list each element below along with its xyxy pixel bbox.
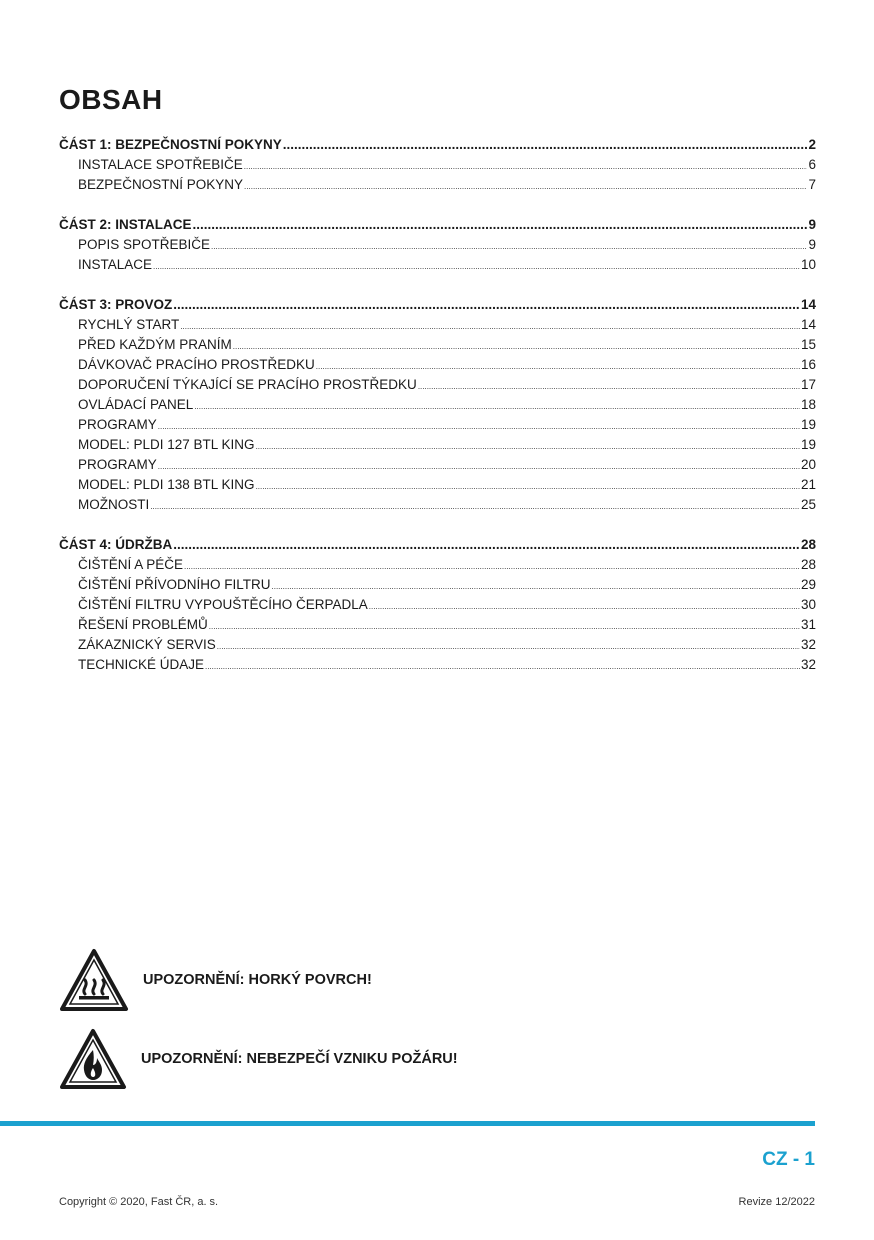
toc-page-number: 29 [800, 577, 816, 592]
toc-entry-label: TECHNICKÉ ÚDAJE [78, 657, 205, 672]
fire-hazard-warning [59, 1028, 458, 1090]
toc-entry-label: PŘED KAŽDÝM PRANÍM [78, 337, 232, 352]
toc-page-number: 9 [808, 217, 816, 232]
toc-entry-label: RYCHLÝ START [78, 317, 180, 332]
toc-chapter-entry[interactable] [59, 135, 816, 155]
toc-page-number: 14 [800, 317, 816, 332]
toc-entry[interactable] [59, 575, 816, 595]
toc-chapter-entry[interactable] [59, 535, 816, 555]
toc-page-number: 32 [800, 657, 816, 672]
toc-entry-label: ČIŠTĚNÍ PŘÍVODNÍHO FILTRU [78, 577, 271, 592]
toc-leader-dots [150, 495, 800, 517]
toc-leader-dots [205, 655, 800, 677]
toc-leader-dots [256, 475, 800, 497]
toc-entry[interactable] [59, 655, 816, 675]
toc-entry[interactable] [59, 315, 816, 335]
toc-entry[interactable] [59, 595, 816, 615]
toc-page-number: 20 [800, 457, 816, 472]
toc-page-number: 10 [800, 257, 816, 272]
toc-leader-dots [193, 215, 808, 235]
toc-entry[interactable] [59, 395, 816, 415]
toc-leader-dots [283, 135, 808, 155]
toc-entry-label: MOŽNOSTI [78, 497, 150, 512]
toc-entry-label: POPIS SPOTŘEBIČE [78, 237, 211, 252]
toc-page-number: 14 [800, 297, 816, 312]
toc-leader-dots [173, 535, 800, 555]
toc-entry-label: OVLÁDACÍ PANEL [78, 397, 194, 412]
toc-leader-dots [369, 595, 800, 617]
toc-entry[interactable] [59, 175, 816, 195]
toc-leader-dots [418, 375, 800, 397]
toc-leader-dots [173, 295, 800, 315]
toc-leader-dots [244, 175, 807, 197]
toc-entry[interactable] [59, 435, 816, 455]
toc-leader-dots [158, 455, 800, 477]
toc-entry-label: PROGRAMY [78, 457, 157, 472]
toc-page-number: 30 [800, 597, 816, 612]
toc-chapter-entry[interactable] [59, 215, 816, 235]
toc-leader-dots [158, 415, 800, 437]
toc-entry[interactable] [59, 375, 816, 395]
toc-leader-dots [233, 335, 800, 357]
toc-entry[interactable] [59, 615, 816, 635]
toc-entry-label: INSTALACE SPOTŘEBIČE [78, 157, 243, 172]
fire-hazard-warning-label: UPOZORNĚNÍ: NEBEZPEČÍ VZNIKU POŽÁRU! [141, 1051, 458, 1067]
fire-hazard-warning-icon [59, 1028, 127, 1090]
toc-page-number: 21 [800, 477, 816, 492]
toc-entry-label: ČIŠTĚNÍ A PÉČE [78, 557, 184, 572]
toc-page-number: 7 [808, 177, 816, 192]
toc-section [59, 135, 816, 195]
toc-leader-dots [211, 235, 807, 257]
toc-section [59, 215, 816, 275]
toc-page-number: 18 [800, 397, 816, 412]
toc-entry-label: INSTALACE [78, 257, 153, 272]
page-title: OBSAH [59, 84, 163, 115]
footer-divider [0, 1121, 815, 1126]
toc-page-number: 31 [800, 617, 816, 632]
toc-entry-label: DOPORUČENÍ TÝKAJÍCÍ SE PRACÍHO PROSTŘEDKU [78, 377, 417, 392]
hot-surface-warning-icon [59, 948, 129, 1012]
toc-leader-dots [184, 555, 800, 577]
toc-entry-label: ČIŠTĚNÍ FILTRU VYPOUŠTĚCÍHO ČERPADLA [78, 597, 368, 612]
toc-chapter-label: ČÁST 2: INSTALACE [59, 217, 192, 232]
toc-page-number: 16 [800, 357, 816, 372]
toc-entry[interactable] [59, 235, 816, 255]
toc-entry[interactable] [59, 455, 816, 475]
toc-entry[interactable] [59, 555, 816, 575]
toc-page-number: 2 [808, 137, 816, 152]
toc-chapter-label: ČÁST 3: PROVOZ [59, 297, 173, 312]
toc-page-number: 9 [808, 237, 816, 252]
copyright-notice: Copyright © 2020, Fast ČR, a. s. [59, 1196, 219, 1208]
toc-entry-label: PROGRAMY [78, 417, 157, 432]
toc-entry[interactable] [59, 155, 816, 175]
toc-entry[interactable] [59, 495, 816, 515]
toc-leader-dots [256, 435, 800, 457]
toc-leader-dots [153, 255, 800, 277]
toc-page-number: 17 [800, 377, 816, 392]
toc-entry[interactable] [59, 635, 816, 655]
table-of-contents [59, 135, 816, 695]
toc-page-number: 32 [800, 637, 816, 652]
toc-leader-dots [244, 155, 808, 177]
toc-page-number: 19 [800, 437, 816, 452]
toc-entry-label: ŘEŠENÍ PROBLÉMŮ [78, 617, 208, 632]
toc-entry-label: DÁVKOVAČ PRACÍHO PROSTŘEDKU [78, 357, 315, 372]
toc-entry-label: ZÁKAZNICKÝ SERVIS [78, 637, 216, 652]
toc-leader-dots [180, 315, 800, 337]
toc-page-number: 28 [800, 557, 816, 572]
revision-label: Revize 12/2022 [738, 1196, 815, 1208]
hot-surface-warning-label: UPOZORNĚNÍ: HORKÝ POVRCH! [143, 972, 372, 988]
toc-section [59, 535, 816, 675]
toc-entry-label: BEZPEČNOSTNÍ POKYNY [78, 177, 244, 192]
toc-chapter-label: ČÁST 1: BEZPEČNOSTNÍ POKYNY [59, 137, 282, 152]
hot-surface-warning [59, 948, 372, 1012]
toc-entry-label: MODEL: PLDI 138 BTL KING [78, 477, 255, 492]
toc-leader-dots [316, 355, 800, 377]
toc-page-number: 19 [800, 417, 816, 432]
toc-entry[interactable] [59, 415, 816, 435]
toc-page-number: 28 [800, 537, 816, 552]
toc-leader-dots [209, 615, 800, 637]
toc-page-number: 25 [800, 497, 816, 512]
toc-leader-dots [194, 395, 800, 417]
toc-chapter-label: ČÁST 4: ÚDRŽBA [59, 537, 173, 552]
toc-chapter-entry[interactable] [59, 295, 816, 315]
toc-entry[interactable] [59, 475, 816, 495]
toc-entry[interactable] [59, 335, 816, 355]
page-number: CZ - 1 [762, 1149, 815, 1170]
toc-section [59, 295, 816, 515]
toc-entry-label: MODEL: PLDI 127 BTL KING [78, 437, 255, 452]
toc-entry[interactable] [59, 255, 816, 275]
toc-page-number: 15 [800, 337, 816, 352]
toc-leader-dots [217, 635, 800, 657]
toc-entry[interactable] [59, 355, 816, 375]
toc-page-number: 6 [808, 157, 816, 172]
toc-leader-dots [272, 575, 800, 597]
